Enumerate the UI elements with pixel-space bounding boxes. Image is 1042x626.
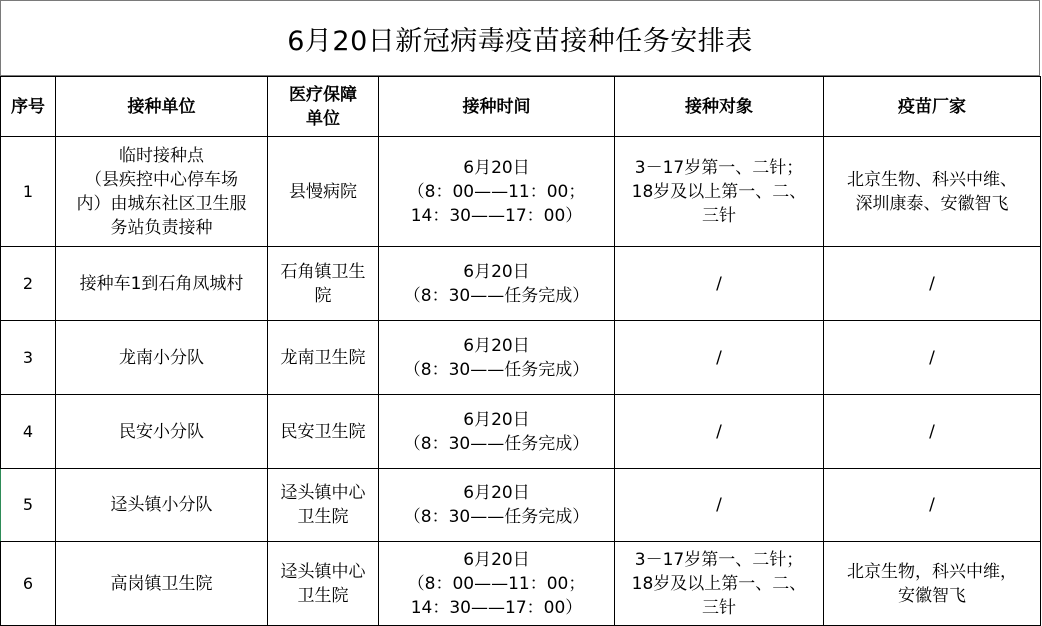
schedule-table	[0, 76, 1041, 626]
cell-time-line: 6月20日	[463, 157, 530, 178]
cell-site-line: 迳头镇小分队	[110, 495, 213, 515]
table-row	[1, 321, 1041, 395]
cell-medical-line: 迳头镇中心	[280, 483, 366, 503]
header-medical-line: 医疗保障	[289, 84, 357, 105]
cell-site-line: 接种车1到石角凤城村	[79, 273, 244, 294]
cell-site-line: 临时接种点	[119, 145, 204, 166]
cell-time-line: （8：30——任务完成）	[403, 433, 590, 454]
cell-target	[615, 395, 824, 469]
cell-vendor	[824, 469, 1041, 542]
cell-time	[379, 321, 615, 395]
cell-vendor	[824, 247, 1041, 321]
cell-medical-line: 卫生院	[297, 507, 349, 527]
cell-site-line: 龙南小分队	[119, 347, 204, 368]
cell-site	[56, 247, 268, 321]
cell-medical	[268, 469, 379, 542]
cell-seq: 6	[1, 542, 56, 626]
cell-site	[56, 395, 268, 469]
cell-site-line: 务站负责接种	[110, 217, 213, 238]
cell-vendor-line: /	[929, 421, 935, 442]
cell-time-line: （8：00——11：00；	[407, 573, 586, 594]
header-vendor: 疫苗厂家	[824, 77, 1041, 137]
header-time: 接种时间	[379, 77, 615, 137]
cell-vendor-line: 安徽智飞	[898, 585, 966, 606]
cell-site	[56, 137, 268, 247]
cell-medical	[268, 247, 379, 321]
cell-medical-line: 龙南卫生院	[280, 347, 366, 368]
table-row	[1, 247, 1041, 321]
cell-medical	[268, 395, 379, 469]
cell-target-line: 18岁及以上第一、二、	[631, 573, 807, 594]
cell-time-line: （8：00——11：00；	[407, 181, 586, 202]
cell-seq: 2	[1, 247, 56, 321]
cell-target-line: /	[716, 347, 722, 368]
cell-time-line: 6月20日	[463, 549, 530, 570]
cell-time	[379, 542, 615, 626]
cell-vendor-line: 北京生物、科兴中维、	[847, 169, 1017, 190]
cell-target-line: 3－17岁第一、二针；	[634, 157, 804, 178]
cell-site-line: 内）由城东社区卫生服	[76, 193, 247, 214]
cell-medical-line: 院	[314, 285, 332, 306]
cell-site	[56, 469, 268, 542]
cell-medical	[268, 321, 379, 395]
cell-medical-line: 卫生院	[297, 585, 349, 606]
cell-medical-line: 县慢病院	[289, 181, 357, 202]
cell-vendor-line: 深圳康泰、安徽智飞	[855, 193, 1009, 214]
cell-seq: 4	[1, 395, 56, 469]
cell-site-line: （县疾控中心停车场	[85, 169, 238, 190]
cell-time	[379, 469, 615, 542]
cell-target	[615, 247, 824, 321]
table-row	[1, 469, 1041, 542]
cell-time-line: 6月20日	[463, 409, 530, 430]
cell-site	[56, 321, 268, 395]
cell-time-line: 14：30——17：00）	[410, 205, 583, 226]
cell-time-line: 14：30——17：00）	[410, 597, 583, 618]
cell-site	[56, 542, 268, 626]
header-seq: 序号	[1, 77, 56, 137]
cell-target-line: 三针	[702, 597, 736, 618]
cell-vendor	[824, 137, 1041, 247]
header-site: 接种单位	[56, 77, 268, 137]
cell-vendor-line: /	[929, 347, 935, 368]
cell-vendor-line: /	[929, 495, 935, 515]
cell-medical-line: 石角镇卫生	[280, 261, 366, 282]
cell-seq: 1	[1, 137, 56, 247]
cell-time	[379, 395, 615, 469]
cell-time	[379, 137, 615, 247]
cell-target-line: 三针	[702, 205, 736, 226]
cell-time-line: （8：30——任务完成）	[403, 359, 590, 380]
cell-seq: 5	[1, 469, 56, 542]
cell-target-line: /	[716, 273, 722, 294]
cell-target	[615, 469, 824, 542]
cell-medical	[268, 542, 379, 626]
cell-time-line: 6月20日	[463, 483, 530, 503]
cell-target	[615, 542, 824, 626]
cell-medical	[268, 137, 379, 247]
cell-target	[615, 321, 824, 395]
cell-seq: 3	[1, 321, 56, 395]
cell-target-line: /	[716, 421, 722, 442]
cell-target-line: /	[716, 495, 722, 515]
cell-medical-line: 民安卫生院	[280, 421, 366, 442]
cell-site-line: 高岗镇卫生院	[110, 573, 213, 594]
header-medical	[268, 77, 379, 137]
cell-target-line: 18岁及以上第一、二、	[631, 181, 807, 202]
sheet-title: 6月20日新冠病毒疫苗接种任务安排表	[0, 0, 1040, 76]
cell-target-line: 3－17岁第一、二针；	[634, 549, 804, 570]
cell-time-line: 6月20日	[463, 261, 530, 282]
cell-vendor	[824, 321, 1041, 395]
header-row	[1, 77, 1041, 137]
cell-site-line: 民安小分队	[119, 421, 204, 442]
cell-target	[615, 137, 824, 247]
cell-medical-line: 迳头镇中心	[280, 561, 366, 582]
cell-vendor	[824, 542, 1041, 626]
cell-vendor-line: 北京生物，科兴中维，	[847, 561, 1017, 582]
table-row	[1, 395, 1041, 469]
cell-time-line: （8：30——任务完成）	[403, 285, 590, 306]
header-medical-line: 单位	[306, 108, 340, 129]
cell-time	[379, 247, 615, 321]
cell-vendor-line: /	[929, 273, 935, 294]
cell-vendor	[824, 395, 1041, 469]
cell-time-line: （8：30——任务完成）	[403, 507, 590, 527]
table-row	[1, 542, 1041, 626]
cell-time-line: 6月20日	[463, 335, 530, 356]
table-row	[1, 137, 1041, 247]
header-target: 接种对象	[615, 77, 824, 137]
